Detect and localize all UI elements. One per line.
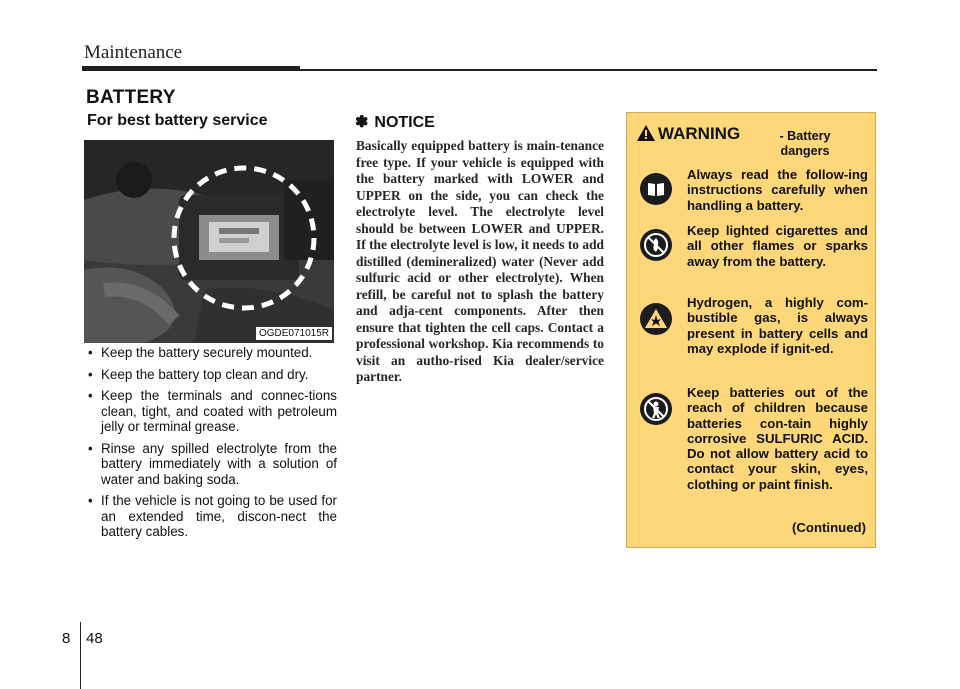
page-section-number: 8 xyxy=(62,630,71,647)
page-number: 48 xyxy=(86,630,103,647)
warning-box xyxy=(626,112,876,548)
notice-title xyxy=(355,112,435,132)
explosion-warning-icon xyxy=(640,303,672,335)
continued-label: (Continued) xyxy=(792,520,866,535)
warning-item-text: Keep batteries out of the reach of children because batteries con-tain highly corrosive SULFURIC ACID. Do not allow battery acid to contact your skin, eyes, clothing or paint finish. xyxy=(687,385,868,492)
warning-subtitle: - Battery dangers xyxy=(779,129,831,158)
battery-photo xyxy=(84,140,334,343)
header-rule-thin xyxy=(300,69,877,71)
keep-away-children-icon xyxy=(640,393,672,425)
book-icon xyxy=(640,173,672,205)
warning-triangle-icon xyxy=(637,125,655,141)
photo-code: OGDE071015R xyxy=(256,327,332,340)
notice-mark: ✽ xyxy=(355,114,369,131)
header-title: Maintenance xyxy=(84,42,183,63)
subsection-title: For best battery service xyxy=(87,112,268,129)
list-item: • Keep the battery securely mounted. xyxy=(85,345,337,361)
notice-body: Basically equipped battery is main-tenance free type. If your vehicle is equipped with the battery marked with LOWER and UPPER on the side, you can check the electrolyte level. The electrolyte level should be between LOWER and UPPER. If the electrolyte level is low, it needs to add distilled (demineralized) water (Never add sulfuric acid or other electrolyte). When refill, be careful not to splash the battery and adja-cent components. After then ensure that tighten the cell caps. Contact a professional workshop. Kia recommends to visit an autho-rised Kia dealer/service partner. xyxy=(356,138,604,384)
list-item: • Rinse any spilled electrolyte from the battery immediately with a solution of water and baking soda. xyxy=(85,441,337,488)
no-flame-icon xyxy=(640,229,672,261)
list-item: • If the vehicle is not going to be used for an extended time, discon-nect the battery cables. xyxy=(85,493,337,540)
warning-item-text: Always read the follow-ing instructions carefully when handling a battery. xyxy=(687,167,868,213)
warning-item-text: Hydrogen, a highly com-bustible gas, is always present in battery cells and may explode if ignit-ed. xyxy=(687,295,868,356)
list-item: • Keep the terminals and connec-tions clean, tight, and coated with petroleum jelly or terminal grease. xyxy=(85,388,337,435)
page-divider xyxy=(80,622,81,689)
battery-care-list xyxy=(85,345,337,546)
header-rule-thick xyxy=(82,66,300,71)
list-item: • Keep the battery top clean and dry. xyxy=(85,367,337,383)
notice-label: NOTICE xyxy=(374,114,435,131)
warning-label: WARNING xyxy=(658,124,741,143)
warning-item-text: Keep lighted cigarettes and all other flames or sparks away from the battery. xyxy=(687,223,868,269)
section-title: BATTERY xyxy=(86,87,176,108)
engine-bay-illustration xyxy=(84,140,334,343)
